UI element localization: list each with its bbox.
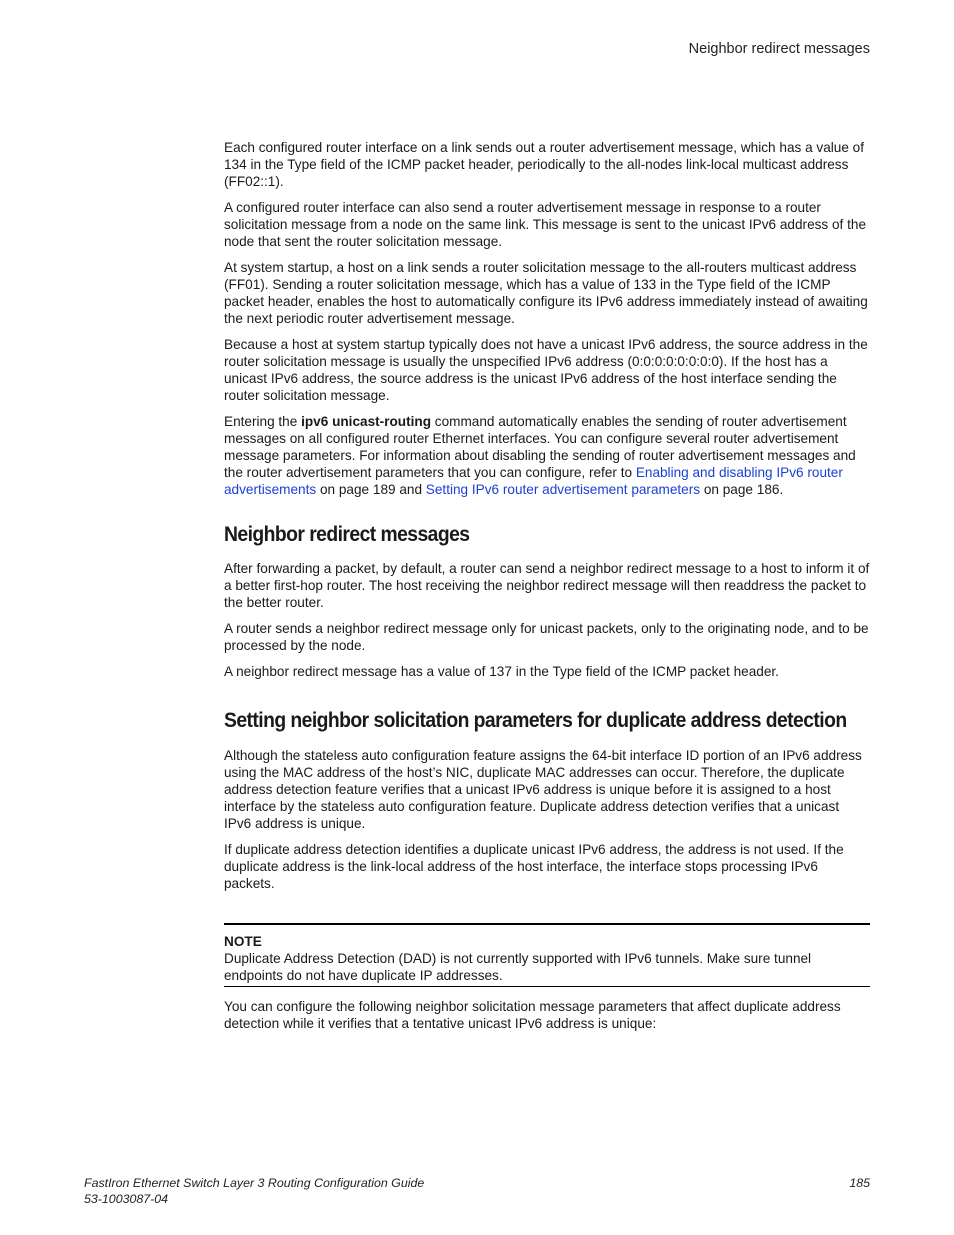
intro-paragraph-1: Each configured router interface on a link sends out a router advertisement message, which has a value of 134 in the Type field of the ICMP packet header, periodically to the all-nodes link-local multicast address (FF02::1).: [224, 140, 865, 189]
dad-paragraph-2: If duplicate address detection identifies a duplicate unicast IPv6 address, the address is not used. If the duplicate address is the link-local address of the host interface, the interface stops processing IPv6 packets.: [224, 842, 844, 891]
heading-neighbor-redirect: Neighbor redirect messages: [224, 523, 470, 546]
redirect-paragraph-1: After forwarding a packet, by default, a router can send a neighbor redirect message to a host to inform it of a better first-hop router. The host receiving the neighbor redirect message will then readdress the packet to the better router.: [224, 561, 870, 610]
command-name: ipv6 unicast-routing: [301, 414, 431, 429]
intro-paragraph-4: Because a host at system startup typically does not have a unicast IPv6 address, the source address in the router solicitation message is usually the unspecified IPv6 address (0:0:0:0:0:0:0:0). If the host has a unicast IPv6 address, the source address is the unicast IPv6 address of the host interface sending the router solicitation message.: [224, 337, 868, 403]
footer-doc-number: 53-1003087-04: [84, 1192, 169, 1206]
page-content: [224, 139, 870, 1041]
intro-paragraph-5: [224, 413, 870, 498]
link-enabling-disabling-ra[interactable]: Enabling and disabling IPv6 router advertisements: [224, 465, 843, 497]
footer-guide-title: FastIron Ethernet Switch Layer 3 Routing Configuration Guide: [84, 1176, 425, 1190]
p5-text-after: on page 186.: [700, 482, 784, 497]
running-header: Neighbor redirect messages: [688, 41, 870, 57]
dad-paragraph-1: Although the stateless auto configuration feature assigns the 64-bit interface ID portion of an IPv6 address using the MAC address of the host’s NIC, duplicate MAC addresses can occur. Therefore, the duplicate address detection feature verifies that a unicast IPv6 address is unique before it is assigned to a host interface by the stateless auto configuration feature. Duplicate address detection verifies that a unicast IPv6 address is unique.: [224, 748, 862, 831]
p5-text-before: Entering the: [224, 414, 302, 429]
note-box: [224, 923, 870, 987]
heading-dad-parameters: Setting neighbor solicitation parameters for duplicate address detection: [224, 709, 847, 732]
footer-left: [84, 1175, 424, 1207]
link-setting-ra-parameters[interactable]: Setting IPv6 router advertisement parameters: [425, 482, 701, 497]
intro-paragraph-3: At system startup, a host on a link sends a router solicitation message to the all-routers multicast address (FF01). Sending a router solicitation message, which has a value of 133 in the Type field of the ICMP packet header, enables the host to automatically configure its IPv6 address immediately instead of awaiting the next periodic router advertisement message.: [224, 260, 868, 326]
note-text: Duplicate Address Detection (DAD) is not currently supported with IPv6 tunnels. Make sure tunnel endpoints do not have duplicate IP addresses.: [224, 951, 812, 983]
p5-text-between: on page 189 and: [316, 482, 426, 497]
redirect-paragraph-2: A router sends a neighbor redirect message only for unicast packets, only to the originating node, and to be processed by the node.: [224, 621, 869, 653]
intro-paragraph-2: A configured router interface can also send a router advertisement message in response to a router solicitation message from a node on the same link. This message is sent to the unicast IPv6 address of the node that sent the router solicitation message.: [224, 200, 867, 249]
redirect-paragraph-3: A neighbor redirect message has a value of 137 in the Type field of the ICMP packet header.: [224, 664, 779, 679]
footer-page-number: 185: [849, 1176, 870, 1190]
note-label: NOTE: [224, 934, 262, 949]
dad-paragraph-3: You can configure the following neighbor solicitation message parameters that affect duplicate address detection while it verifies that a tentative unicast IPv6 address is unique:: [224, 999, 841, 1031]
p5-text-middle: command automatically enables the sending of router advertisement messages on all configured router Ethernet interfaces. You can configure several router advertisement message parameters. For information about disabling the sending of router advertisement messages and the router advertisement parameters that you can configure, refer to: [224, 414, 856, 480]
